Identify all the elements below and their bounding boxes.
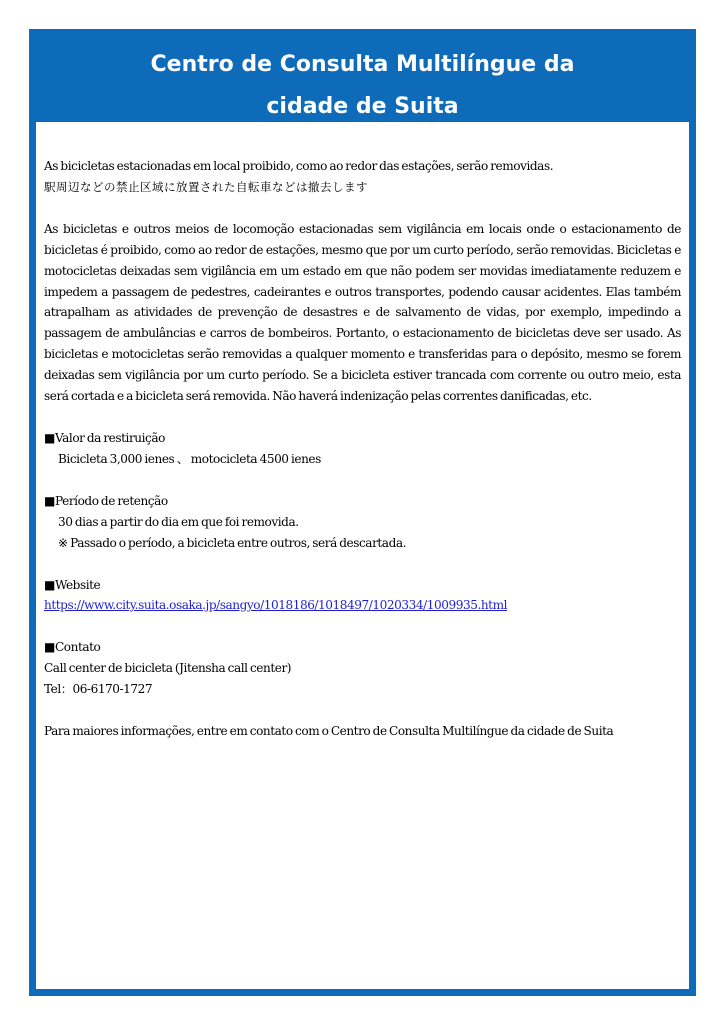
fee-heading: ■Valor da restiruição (44, 430, 165, 445)
website-heading: ■Website (44, 577, 101, 592)
document-body (44, 156, 681, 742)
page-title-line-1: Centro de Consulta Multilíngue da (150, 52, 575, 77)
footer-note: Para maiores informações, entre em contato com o Centro de Consulta Multilíngue da cidade de Suita (44, 724, 614, 739)
intro-text-ja: 駅周辺などの禁止区域に放置された自転車などは撤去します (44, 179, 368, 194)
website-link[interactable]: https://www.city.suita.osaka.jp/sangyo/1018186/1018497/1020334/1009935.html (44, 598, 508, 613)
retention-heading: ■Período de retenção (44, 493, 168, 508)
retention-note: ※ Passado o período, a bicicleta entre outros, será descartada. (58, 535, 407, 550)
page-header (36, 36, 689, 122)
contact-name: Call center de bicicleta (Jitensha call center) (44, 661, 292, 676)
retention-value: 30 dias a partir do dia em que foi removida. (58, 514, 299, 529)
page-frame (29, 29, 696, 996)
body-paragraph: As bicicletas e outros meios de locomoção estacionadas sem vigilância em locais onde o estacionamento de bicicletas é proibido, como ao redor de estações, mesmo que por um curto período, serão removidas. Bicicletas e motocicletas deixadas sem vigilância em um estado em que não podem ser movidas imediatamente reduzem e impedem a passagem de pedestres, cadeirantes e outros transportes, podendo causar acidentes. Elas também atrapalham as atividades de prevenção de desastres e de salvamento de vidas, por exemplo, impedindo a passagem de ambulâncias e carros de bombeiros. Portanto, o estacionamento de bicicletas deve ser usado. As bicicletas e motocicletas serão removidas a qualquer momento e transferidas para o depósito, mesmo se forem deixadas sem vigilância por um curto período. Se a bicicleta estiver trancada com corrente ou outro meio, esta será cortada e a bicicleta será removida. Não haverá indenização pelas correntes danificadas, etc. (44, 221, 681, 404)
page-title-line-2: cidade de Suita (266, 94, 459, 119)
contact-tel: Tel：06-6170-1727 (44, 682, 153, 697)
intro-text-pt: As bicicletas estacionadas em local proibido, como ao redor das estações, serão removidas. (44, 159, 554, 173)
fee-value: Bicicleta 3,000 ienes 、 motocicleta 4500 ienes (58, 451, 321, 466)
contact-heading: ■Contato (44, 640, 101, 655)
